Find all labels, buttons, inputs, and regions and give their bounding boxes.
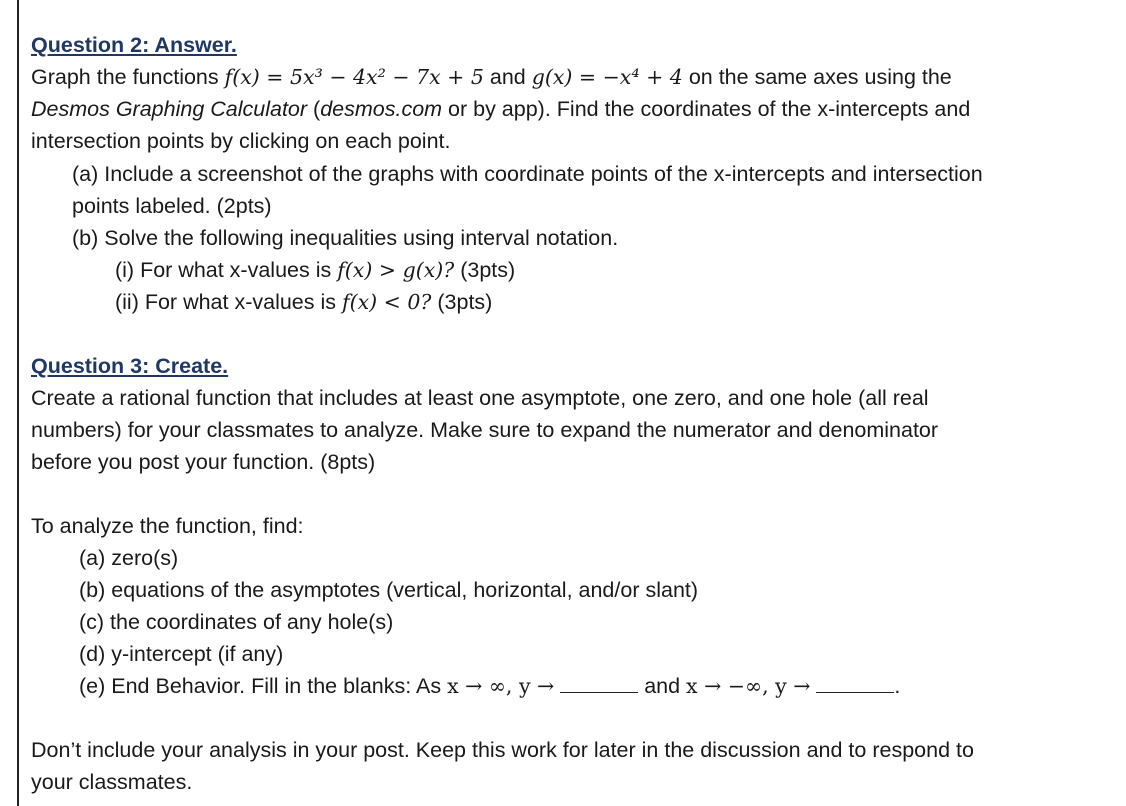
left-border	[17, 0, 19, 806]
question-3-heading: Question 3: Create.	[31, 354, 229, 378]
q3-analyze-intro: To analyze the function, find:	[31, 514, 304, 538]
q3-item-a: (a) zero(s)	[79, 546, 179, 570]
end-behavior-positive: x → ∞, y →	[447, 674, 555, 698]
inequality-f-less-zero: f(x) < 0?	[342, 290, 432, 314]
q2-part-b-i: (i) For what x-values is f(x) > g(x)? (3pts)	[115, 258, 516, 282]
q3-paragraph-line-3: before you post your function. (8pts)	[31, 450, 376, 474]
blank-positive-infinity	[560, 675, 638, 693]
q2-intro-line-1: Graph the functions f(x) = 5x³ − 4x² − 7x + 5 and g(x) = −x⁴ + 4 on the same axes using the	[31, 65, 952, 89]
desmos-site: desmos.com	[320, 97, 443, 121]
inequality-f-greater-g: f(x) > g(x)?	[337, 258, 455, 282]
q3-paragraph-line-1: Create a rational function that includes at least one asymptote, one zero, and one hole (all real	[31, 386, 929, 410]
q2-part-b: (b) Solve the following inequalities using interval notation.	[72, 226, 619, 250]
question-2-heading: Question 2: Answer.	[31, 33, 237, 57]
desmos-name: Desmos Graphing Calculator	[31, 97, 308, 121]
q3-closing-line-1: Don’t include your analysis in your post. Keep this work for later in the discussion and to respond to	[31, 738, 974, 762]
q3-closing-line-2: your classmates.	[31, 770, 193, 794]
q3-item-c: (c) the coordinates of any hole(s)	[79, 610, 394, 634]
q2-intro-line-3: intersection points by clicking on each point.	[31, 129, 451, 153]
q2-part-a-line-1: (a) Include a screenshot of the graphs with coordinate points of the x-intercepts and intersection	[72, 162, 983, 186]
q2-part-a-line-2: points labeled. (2pts)	[72, 194, 272, 218]
blank-negative-infinity	[816, 675, 894, 693]
q3-item-e: (e) End Behavior. Fill in the blanks: As x → ∞, y → and x → −∞, y → .	[79, 674, 901, 698]
q2-part-b-ii: (ii) For what x-values is f(x) < 0? (3pts)	[115, 290, 493, 314]
q3-paragraph-line-2: numbers) for your classmates to analyze. Make sure to expand the numerator and denominator	[31, 418, 939, 442]
q2-intro-line-2: Desmos Graphing Calculator (desmos.com or by app). Find the coordinates of the x-intercepts and	[31, 97, 971, 121]
q3-item-b: (b) equations of the asymptotes (vertical, horizontal, and/or slant)	[79, 578, 699, 602]
end-behavior-negative: x → −∞, y →	[686, 674, 811, 698]
function-f-definition: f(x) = 5x³ − 4x² − 7x + 5	[224, 65, 484, 89]
function-g-definition: g(x) = −x⁴ + 4	[531, 65, 683, 89]
q3-item-d: (d) y-intercept (if any)	[79, 642, 284, 666]
